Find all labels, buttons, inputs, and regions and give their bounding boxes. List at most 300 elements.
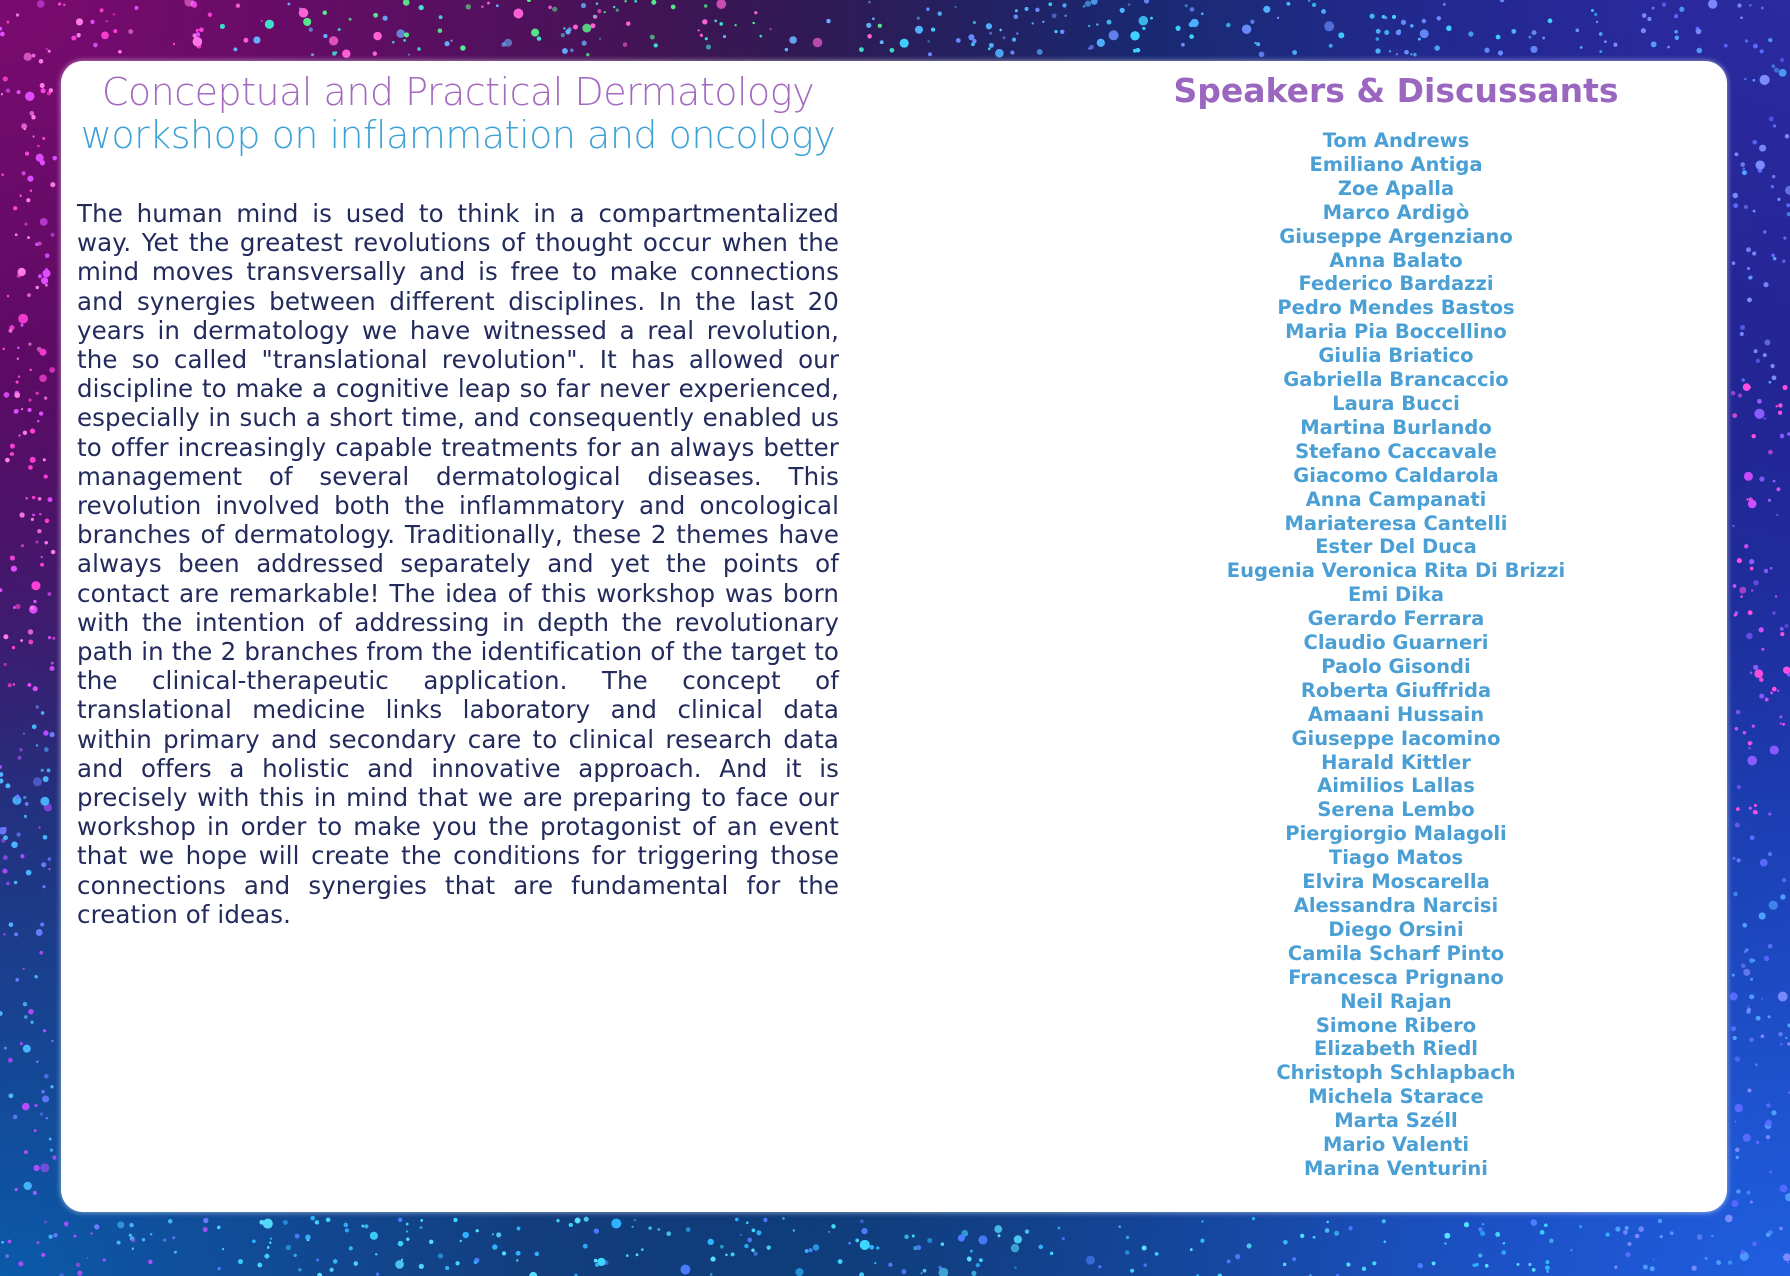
star-dot	[383, 16, 388, 21]
star-dot	[998, 1234, 1001, 1237]
star-dot	[234, 48, 238, 52]
star-dot	[460, 1240, 462, 1242]
star-dot	[1376, 29, 1381, 34]
star-dot	[361, 1225, 364, 1228]
star-dot	[403, 0, 410, 6]
star-dot	[43, 458, 46, 461]
star-dot	[1742, 170, 1747, 175]
star-dot	[1753, 44, 1758, 49]
star-dot	[1201, 1220, 1203, 1222]
star-dot	[1372, 1261, 1376, 1265]
star-dot	[48, 497, 53, 502]
speaker-name: Diego Orsini	[1328, 917, 1464, 941]
star-dot	[417, 47, 420, 50]
star-dot	[10, 452, 13, 455]
star-dot	[44, 747, 49, 752]
star-dot	[44, 475, 48, 479]
star-dot	[1500, 0, 1504, 2]
star-dot	[49, 1235, 53, 1239]
star-dot	[1776, 514, 1778, 516]
speaker-name: Laura Bucci	[1332, 391, 1460, 415]
star-dot	[874, 1262, 876, 1264]
star-dot	[1130, 31, 1139, 40]
star-dot	[878, 24, 882, 28]
star-dot	[868, 1, 871, 4]
star-dot	[1763, 353, 1767, 357]
speaker-name: Stefano Caccavale	[1295, 439, 1497, 463]
intro-paragraph: The human mind is used to think in a compartmentalized way. Yet the greatest revolutions of thought occur when the mind moves transversally and is free to make connections and synergies between different disciplines. In the last 20 years in dermatology we have witnessed a real revolution, the so called "translational revolution". It has allowed our discipline to make a cognitive leap so far never experienced, especially in such a short time, and consequently enabled us to offer increasingly capable treatments for an always better management of several dermatological diseases. This revolution involved both the inflammatory and oncological branches of dermatology. Traditionally, these 2 themes have always been addressed separately and yet the points of contact are remarkable! The idea of this workshop was born with the intention of addressing in depth the revolutionary path in the 2 branches from the identification of the target to the clinical-therapeutic application. The concept of translational medicine links laboratory and clinical data within primary and secondary care to clinical research data and offers a holistic and innovative approach. And it is precisely with this in mind that we are preparing to face our workshop in order to make you the protagonist of an event that we hope will create the conditions for triggering those connections and synergies that are fundamental for the creation of ideas.	[77, 199, 839, 929]
star-dot	[859, 47, 864, 52]
star-dot	[904, 1234, 909, 1239]
star-dot	[311, 1216, 315, 1220]
star-dot	[323, 11, 327, 15]
star-dot	[1604, 40, 1607, 43]
star-dot	[626, 1254, 629, 1257]
star-dot	[593, 15, 595, 17]
star-dot	[283, 1220, 288, 1225]
star-dot	[24, 815, 27, 818]
star-dot	[581, 3, 586, 8]
star-dot	[1016, 32, 1018, 34]
star-dot	[747, 1238, 752, 1243]
star-dot	[1235, 1254, 1240, 1259]
star-dot	[35, 1104, 38, 1107]
star-dot	[613, 6, 615, 8]
star-dot	[1549, 1239, 1554, 1244]
star-dot	[1540, 1230, 1545, 1235]
star-dot	[1780, 627, 1784, 631]
star-dot	[13, 606, 16, 609]
star-dot	[1109, 30, 1119, 40]
star-dot	[50, 732, 55, 737]
star-dot	[28, 640, 33, 645]
star-dot	[1748, 741, 1752, 745]
star-dot	[1675, 36, 1679, 40]
star-dot	[1478, 1253, 1482, 1257]
star-dot	[24, 1150, 28, 1154]
star-dot	[1766, 1103, 1770, 1107]
star-dot	[1761, 6, 1764, 9]
star-dot	[828, 1231, 830, 1233]
star-dot	[967, 1257, 972, 1262]
star-dot	[376, 1272, 379, 1275]
speaker-name: Martina Burlando	[1300, 415, 1492, 439]
star-dot	[1125, 1250, 1129, 1254]
star-dot	[1752, 724, 1755, 727]
star-dot	[582, 41, 587, 46]
star-dot	[1783, 1254, 1790, 1262]
star-dot	[754, 11, 757, 14]
star-dot	[625, 0, 627, 2]
star-dot	[1769, 1171, 1772, 1174]
star-dot	[375, 1253, 377, 1255]
star-dot	[6, 88, 10, 92]
star-dot	[1085, 1, 1091, 7]
star-dot	[24, 128, 26, 130]
star-dot	[1778, 403, 1782, 407]
star-dot	[21, 408, 23, 410]
star-dot	[1780, 894, 1785, 899]
star-dot	[1773, 480, 1776, 483]
star-dot	[900, 39, 909, 48]
star-dot	[487, 2, 490, 5]
star-dot	[1756, 359, 1760, 363]
speakers-list	[1051, 129, 1741, 1181]
star-dot	[595, 1263, 599, 1267]
star-dot	[516, 1259, 519, 1262]
star-dot	[1716, 1260, 1721, 1265]
star-dot	[1088, 47, 1091, 50]
star-dot	[1039, 1245, 1043, 1249]
star-dot	[725, 1254, 727, 1256]
star-dot	[1384, 16, 1387, 19]
star-dot	[1779, 1227, 1783, 1231]
star-dot	[392, 41, 394, 43]
star-dot	[172, 1236, 175, 1239]
star-dot	[927, 1238, 932, 1243]
star-dot	[1048, 2, 1052, 6]
star-dot	[349, 1246, 353, 1250]
star-dot	[1764, 417, 1766, 419]
star-dot	[1760, 75, 1770, 85]
star-dot	[36, 744, 38, 746]
star-dot	[1025, 1229, 1029, 1233]
star-dot	[584, 1217, 589, 1222]
star-dot	[1580, 46, 1583, 49]
star-dot	[1628, 1242, 1632, 1246]
star-dot	[406, 1230, 408, 1232]
star-dot	[3, 76, 8, 81]
star-dot	[1599, 50, 1602, 53]
star-dot	[294, 1254, 297, 1257]
star-dot	[1744, 544, 1748, 548]
star-dot	[1785, 134, 1789, 138]
star-dot	[0, 1011, 3, 1016]
star-dot	[1226, 23, 1231, 28]
star-dot	[1614, 1266, 1617, 1269]
star-dot	[1496, 35, 1500, 39]
star-dot	[203, 1227, 208, 1232]
star-dot	[1128, 3, 1131, 6]
star-dot	[1647, 17, 1651, 21]
star-dot	[861, 1228, 867, 1234]
star-dot	[641, 1248, 643, 1250]
star-dot	[14, 392, 20, 398]
speaker-name: Giulia Briatico	[1318, 344, 1474, 368]
star-dot	[548, 5, 552, 9]
star-dot	[1750, 1201, 1753, 1204]
star-dot	[48, 857, 51, 860]
star-dot	[21, 544, 24, 547]
star-dot	[989, 32, 992, 35]
star-dot	[1741, 1250, 1745, 1254]
star-dot	[12, 646, 15, 649]
star-dot	[1190, 1248, 1193, 1251]
star-dot	[1312, 3, 1316, 7]
star-dot	[1420, 29, 1429, 38]
star-dot	[105, 20, 108, 23]
star-dot	[37, 529, 42, 534]
star-dot	[48, 636, 51, 639]
star-dot	[1444, 1242, 1446, 1244]
star-dot	[364, 1224, 368, 1228]
star-dot	[203, 1218, 208, 1223]
star-dot	[41, 88, 46, 93]
star-dot	[91, 1232, 93, 1234]
star-dot	[978, 1235, 987, 1244]
star-dot	[0, 765, 2, 768]
star-dot	[1785, 624, 1789, 628]
star-dot	[14, 932, 18, 936]
star-dot	[335, 51, 337, 53]
star-dot	[1107, 20, 1112, 25]
star-dot	[243, 38, 248, 43]
star-dot	[395, 1260, 404, 1269]
star-dot	[1052, 13, 1057, 18]
star-dot	[1532, 1268, 1536, 1272]
star-dot	[575, 1218, 581, 1224]
star-dot	[1766, 1233, 1770, 1237]
star-dot	[1759, 145, 1766, 152]
star-dot	[1764, 956, 1769, 961]
star-dot	[1692, 1266, 1697, 1271]
star-dot	[174, 1251, 177, 1254]
star-dot	[1748, 610, 1753, 615]
star-dot	[481, 5, 484, 8]
speaker-name: Serena Lembo	[1317, 798, 1475, 822]
star-dot	[24, 1182, 32, 1190]
star-dot	[51, 550, 55, 554]
star-dot	[323, 34, 327, 38]
content-card	[61, 61, 1727, 1212]
star-dot	[429, 1240, 433, 1244]
star-dot	[529, 1272, 537, 1276]
star-dot	[0, 27, 2, 31]
star-dot	[1482, 1223, 1484, 1225]
star-dot	[1745, 39, 1748, 42]
star-dot	[1546, 1270, 1549, 1273]
star-dot	[19, 748, 22, 751]
star-dot	[1155, 1252, 1159, 1256]
star-dot	[199, 28, 203, 32]
star-dot	[90, 20, 94, 24]
star-dot	[25, 92, 34, 101]
star-dot	[445, 41, 450, 46]
star-dot	[23, 431, 27, 435]
star-dot	[1771, 254, 1774, 257]
star-dot	[1697, 1234, 1703, 1240]
speaker-name: Eugenia Veronica Rita Di Brizzi	[1226, 559, 1566, 583]
star-dot	[785, 48, 788, 51]
star-dot	[130, 1223, 134, 1227]
star-dot	[1747, 267, 1750, 270]
star-dot	[979, 1258, 983, 1262]
star-dot	[27, 176, 33, 182]
star-dot	[1771, 1110, 1776, 1115]
star-dot	[42, 137, 45, 140]
star-dot	[1783, 237, 1786, 240]
star-dot	[805, 1249, 809, 1253]
star-dot	[403, 39, 406, 42]
star-dot	[1755, 1063, 1758, 1066]
star-dot	[988, 48, 991, 51]
star-dot	[1349, 1226, 1353, 1230]
star-dot	[514, 9, 524, 19]
star-dot	[1062, 1237, 1065, 1240]
star-dot	[1596, 21, 1598, 23]
star-dot	[173, 43, 175, 45]
star-dot	[1746, 1191, 1750, 1195]
star-dot	[41, 277, 48, 284]
speaker-name: Marco Ardigò	[1322, 200, 1470, 224]
star-dot	[373, 52, 377, 56]
star-dot	[252, 1240, 255, 1243]
star-dot	[1761, 648, 1764, 651]
star-dot	[793, 1229, 795, 1231]
star-dot	[746, 1222, 748, 1224]
star-dot	[1443, 3, 1446, 6]
star-dot	[52, 1156, 56, 1160]
star-dot	[705, 37, 708, 40]
star-dot	[1777, 487, 1781, 491]
star-dot	[168, 1219, 172, 1223]
star-dot	[50, 233, 54, 237]
star-dot	[869, 1245, 874, 1250]
star-dot	[31, 518, 34, 521]
star-dot	[86, 1257, 88, 1259]
star-dot	[35, 705, 39, 709]
speaker-name: Emiliano Antiga	[1309, 152, 1483, 176]
star-dot	[880, 40, 884, 44]
star-dot	[49, 88, 53, 92]
star-dot	[1638, 1226, 1644, 1232]
star-dot	[1768, 38, 1772, 42]
star-dot	[1777, 198, 1780, 201]
star-dot	[917, 17, 920, 20]
star-dot	[1743, 1134, 1751, 1142]
star-dot	[48, 868, 50, 870]
star-dot	[305, 1235, 310, 1240]
star-dot	[45, 519, 49, 523]
star-dot	[43, 1029, 46, 1032]
star-dot	[1641, 28, 1646, 33]
star-dot	[23, 1002, 27, 1006]
star-dot	[1747, 756, 1756, 765]
star-dot	[1410, 24, 1413, 27]
star-dot	[1780, 58, 1784, 62]
speaker-name: Harald Kittler	[1321, 750, 1471, 774]
star-dot	[928, 52, 932, 56]
star-dot	[40, 1112, 44, 1116]
star-dot	[1736, 1189, 1740, 1193]
star-dot	[1754, 349, 1758, 353]
speaker-name: Simone Ribero	[1315, 1013, 1477, 1037]
speaker-name: Aimilios Lallas	[1317, 774, 1475, 798]
star-dot	[735, 24, 737, 26]
star-dot	[1091, 0, 1098, 5]
star-dot	[264, 1254, 269, 1259]
star-dot	[419, 1264, 424, 1269]
star-dot	[1643, 1265, 1648, 1270]
star-dot	[1772, 376, 1777, 381]
star-dot	[1529, 1263, 1532, 1266]
star-dot	[1769, 901, 1778, 910]
star-dot	[1740, 16, 1743, 19]
star-dot	[671, 5, 676, 10]
star-dot	[438, 1253, 443, 1258]
star-dot	[30, 457, 36, 463]
star-dot	[1765, 1120, 1772, 1127]
speaker-name: Tom Andrews	[1322, 129, 1470, 152]
star-dot	[1749, 807, 1752, 810]
star-dot	[150, 1233, 152, 1235]
star-dot	[735, 1218, 738, 1221]
star-dot	[1750, 671, 1753, 674]
star-dot	[531, 29, 539, 37]
star-dot	[1473, 1264, 1476, 1267]
star-dot	[45, 253, 50, 258]
star-dot	[1748, 500, 1756, 508]
speaker-name: Federico Bardazzi	[1298, 272, 1494, 296]
star-dot	[1785, 1193, 1790, 1201]
star-dot	[15, 795, 19, 799]
star-dot	[50, 1085, 53, 1088]
star-dot	[763, 1218, 767, 1222]
star-dot	[626, 21, 630, 25]
speaker-name: Claudio Guarneri	[1303, 631, 1489, 655]
star-dot	[2, 869, 7, 874]
star-dot	[1464, 1222, 1469, 1227]
star-dot	[1743, 731, 1746, 734]
star-dot	[43, 776, 49, 782]
star-dot	[976, 1263, 980, 1267]
star-dot	[15, 604, 20, 609]
speaker-name: Paolo Gisondi	[1321, 654, 1471, 678]
star-dot	[236, 4, 240, 8]
star-dot	[30, 606, 34, 610]
star-dot	[28, 465, 33, 470]
star-dot	[129, 1234, 132, 1237]
star-dot	[1370, 14, 1375, 19]
star-dot	[13, 1115, 18, 1120]
star-dot	[41, 711, 44, 714]
star-dot	[298, 1268, 301, 1271]
star-dot	[496, 1232, 501, 1237]
star-dot	[1418, 38, 1421, 41]
star-dot	[1697, 48, 1702, 53]
star-dot	[700, 34, 703, 37]
star-dot	[48, 50, 51, 53]
star-dot	[1613, 43, 1617, 47]
star-dot	[52, 637, 55, 640]
star-dot	[1747, 298, 1752, 303]
star-dot	[1531, 1219, 1537, 1225]
star-dot	[1545, 1260, 1549, 1264]
speaker-name: Marta Széll	[1334, 1109, 1458, 1133]
star-dot	[474, 1261, 477, 1264]
star-dot	[1708, 0, 1717, 9]
star-dot	[720, 1245, 724, 1249]
star-dot	[217, 1226, 220, 1229]
star-dot	[706, 45, 711, 50]
star-dot	[15, 978, 19, 982]
star-dot	[1189, 34, 1193, 38]
star-dot	[1670, 1231, 1674, 1235]
star-dot	[33, 777, 42, 786]
star-dot	[1088, 25, 1090, 27]
star-dot	[117, 1241, 121, 1245]
star-dot	[986, 23, 992, 29]
